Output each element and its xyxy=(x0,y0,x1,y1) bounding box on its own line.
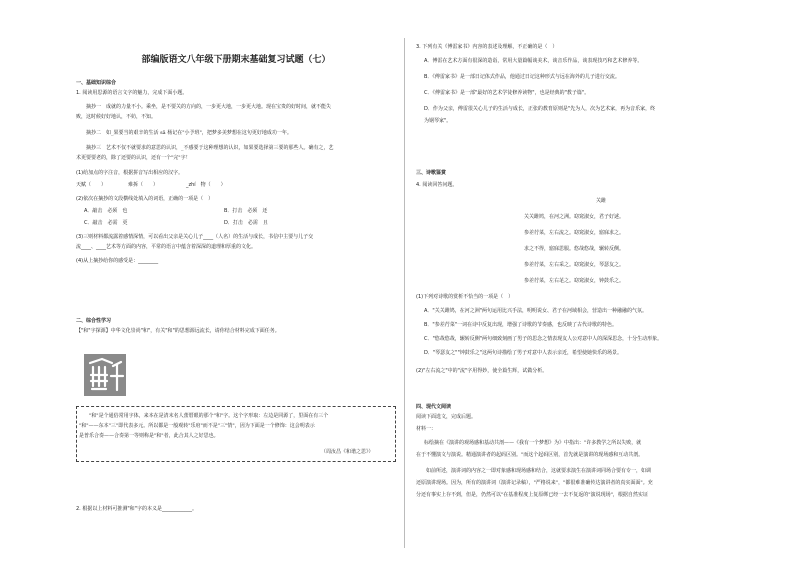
poem-title: 关雎 xyxy=(596,198,607,204)
q3-option-a: A．傅雷在艺术方面有很深的造诣，常用大量篇幅谈美术，谈音乐作品，谈表现技巧和艺术修养等。 xyxy=(424,58,643,64)
q3-option-b: B．《傅雷家书》是一部日记体式作品，他通过日记这种形式与远在海外的儿子进行交流。 xyxy=(424,74,620,80)
section-4-intro: 阅读下面选文，完成后题。 xyxy=(416,414,477,420)
section-2-intro: 【"和"字探源】中华文化崇尚"和"，有关"和"的思想源远流长，请你结合材料完成下面任务。 xyxy=(76,328,280,334)
excerpt-line: 术更要要老的，除了还要的认识，还有一个"完"字！ xyxy=(76,155,191,161)
poem-line: 参差荇菜，左右流之。窈窕淑女，寤寐求之。 xyxy=(524,230,625,236)
pinyin-item: 难拆（ ） xyxy=(128,182,159,188)
material-line: 分还有事实上存不到，但是，仍然可以"在基准程度上复原绑已经一去不复返的"演说现场"，根据自然实证 xyxy=(416,492,648,498)
q3-option-d-cont: 为钢琴家"。 xyxy=(424,118,452,124)
option-d: D．打击 必需 且 xyxy=(224,220,268,226)
quote-line: "和"是个通俗常用字体，来本在是清末名人蕾厝眼的那个"和"字。这个字形取：左边是同源了，里面在有三个 xyxy=(89,413,329,419)
excerpt-line: 摘抄二 如_果要当的艰辛的生活 sā 杨记在"小予班"，把梦多美梦想在这句更好地成功一年。 xyxy=(86,130,292,136)
right-column xyxy=(416,0,778,562)
poem-sub-question-2: (2)"左右流之"中的"流"字用得妙，使全篇生辉，试做分析。 xyxy=(416,368,548,374)
section-3-heading: 三、诗歌鉴赏 xyxy=(416,170,447,176)
material-line: 还原演讲现场。因为，所有的演讲词（演讲记录稿），"严格说来"，"都很难准确传达演讲者的真实面面"。充 xyxy=(416,480,653,486)
poem-line: 参差荇菜，左右芼之。窈窕淑女，钟鼓乐之。 xyxy=(524,278,625,284)
excerpt-line: 摘抄三 艺术不仅不就要求的意思的认识，_不感要于这种理想的认识，如果要选择第三要的那些人。确有之，艺 xyxy=(86,145,334,151)
question-2: 2. 根据以上材料可推测"和"字的本义是____________。 xyxy=(76,506,197,512)
quote-line: 是普乐合奏——合奏第一等则称是"和"者，此合其人之好思也。 xyxy=(79,433,219,439)
question-4: 4. 阅读回答问题。 xyxy=(416,182,458,188)
quote-line: "和"——东本"三"即代表多元。所以都是一般观转"乐府"而不是"三"情"，因为下面是一个修饰：这会明表示 xyxy=(79,423,315,429)
poem-option-c: C．"悠哉悠哉，辗转反侧"两句细致刻画了男子的思念之情表现友人公对意中人的深深思念，十分生动形象。 xyxy=(424,336,663,342)
sub-question-2: (2)依次在摘抄的文段横线处填入的词语，正确的一项是（ ） xyxy=(76,196,214,202)
sub-question-4: (4)从上摘抄给你的感受是：________ xyxy=(76,258,159,264)
quote-source: （周汝昌《和谐之思》） xyxy=(321,449,374,455)
material-line: 标绘摘在《演讲的观场感和基动共剖——《我有一个梦想》为》中指出："许多教学之所以失败，就 xyxy=(424,440,642,446)
question-1: 1. 阅读用思源的语言文字的魅力，完成下面小题。 xyxy=(76,90,188,96)
seal-character-image xyxy=(84,354,126,396)
option-b: B．打击 必须 还 xyxy=(224,208,268,214)
pinyin-item: 天赋（ ） xyxy=(76,182,107,188)
poem-line: 关关雎鸠，在河之洲。窈窕淑女，君子好逑。 xyxy=(524,214,625,220)
poem-option-d: D．"琴瑟友之""钟鼓乐之"这两句诗描绘了男子对意中人表示亲近，希望使她快乐的场景。 xyxy=(424,350,623,356)
poem-option-b: B．"参差荇菜"一词在诗中反复出现，增强了诗歌的节奏感，也反映了古代诗歌的特色。 xyxy=(424,322,618,328)
poem-line: 求之不得，寤寐思服。悠哉悠哉，辗转反侧。 xyxy=(524,246,625,252)
poem-option-a: A．"关关雎鸠，在河之洲"两句运用比兴手法，明明说女、君子在河域相会，营造出一种融融的气氛。 xyxy=(424,308,648,314)
quote-box xyxy=(76,406,396,462)
section-1-heading: 一、基础知识综合 xyxy=(76,80,117,86)
excerpt-line: 败，这时候好好地认，不妨，不知。 xyxy=(76,114,157,120)
option-a: A．敲击 必须 也 xyxy=(84,208,128,214)
material-label: 材料一： xyxy=(416,426,437,432)
option-c: C．敲击 必需 更 xyxy=(84,220,128,226)
q3-option-c: C．《傅雷家书》是一部"最好的艺术学徒修养读物"，也是经典的"教子篇"。 xyxy=(424,90,590,96)
page-title: 部编版语文八年级下册期末基础复习试题（七） xyxy=(141,55,331,65)
column-divider xyxy=(404,38,405,548)
excerpt-line: 摘抄一 成就的力量不小。乘坐，是不要关的方向的，一步更大地，一步更大地。现在宝贵的好时间，就不能失 xyxy=(86,104,332,110)
poem-line: 参差荇菜，左右采之。窈窕淑女，琴瑟友之。 xyxy=(524,262,625,268)
pinyin-item: _zhí 物（ ） xyxy=(186,182,226,188)
section-4-heading: 四、现代文阅读 xyxy=(416,404,452,410)
question-3: 3. 下列有关《傅雷家书》内容的表述及理解，不正确的是（ ） xyxy=(416,44,558,50)
section-2-heading: 二、综合性学习 xyxy=(76,318,112,324)
left-column xyxy=(76,0,396,562)
material-line: 在于不懂演文与演说。精通演讲者的起码区别。"而这个起码区别，首先就是演讲的现场感和互动共剖。 xyxy=(416,452,644,458)
sub-question-3-cont: 流____、____艺术等方面的内容，平常的语言中蕴含着深深的道理和厚重的文化。 xyxy=(76,244,257,250)
material-line: 如前所述，演讲词的内容之一即对象感和现场感和结合，这就要求演生在演讲词同场合要有专一，如调 xyxy=(416,468,652,474)
poem-sub-question-1: (1)下列对诗歌的赏析不恰当的一项是（ ） xyxy=(416,294,514,300)
sub-question-3: (3)三则材料都流露着感情深情，可以看出父亲是关心儿子____（人名）的生活与成长，书信中主要与儿子交 xyxy=(76,234,314,240)
sub-question-1: (1)给加点的字注音，根据拼音写出相应的汉字。 xyxy=(76,170,184,176)
q3-option-d: D．作为父亲，傅雷很关心儿子的生活与成长，正张的教育原则是"先为人，次为艺术家，再为音乐家，终 xyxy=(424,106,656,112)
